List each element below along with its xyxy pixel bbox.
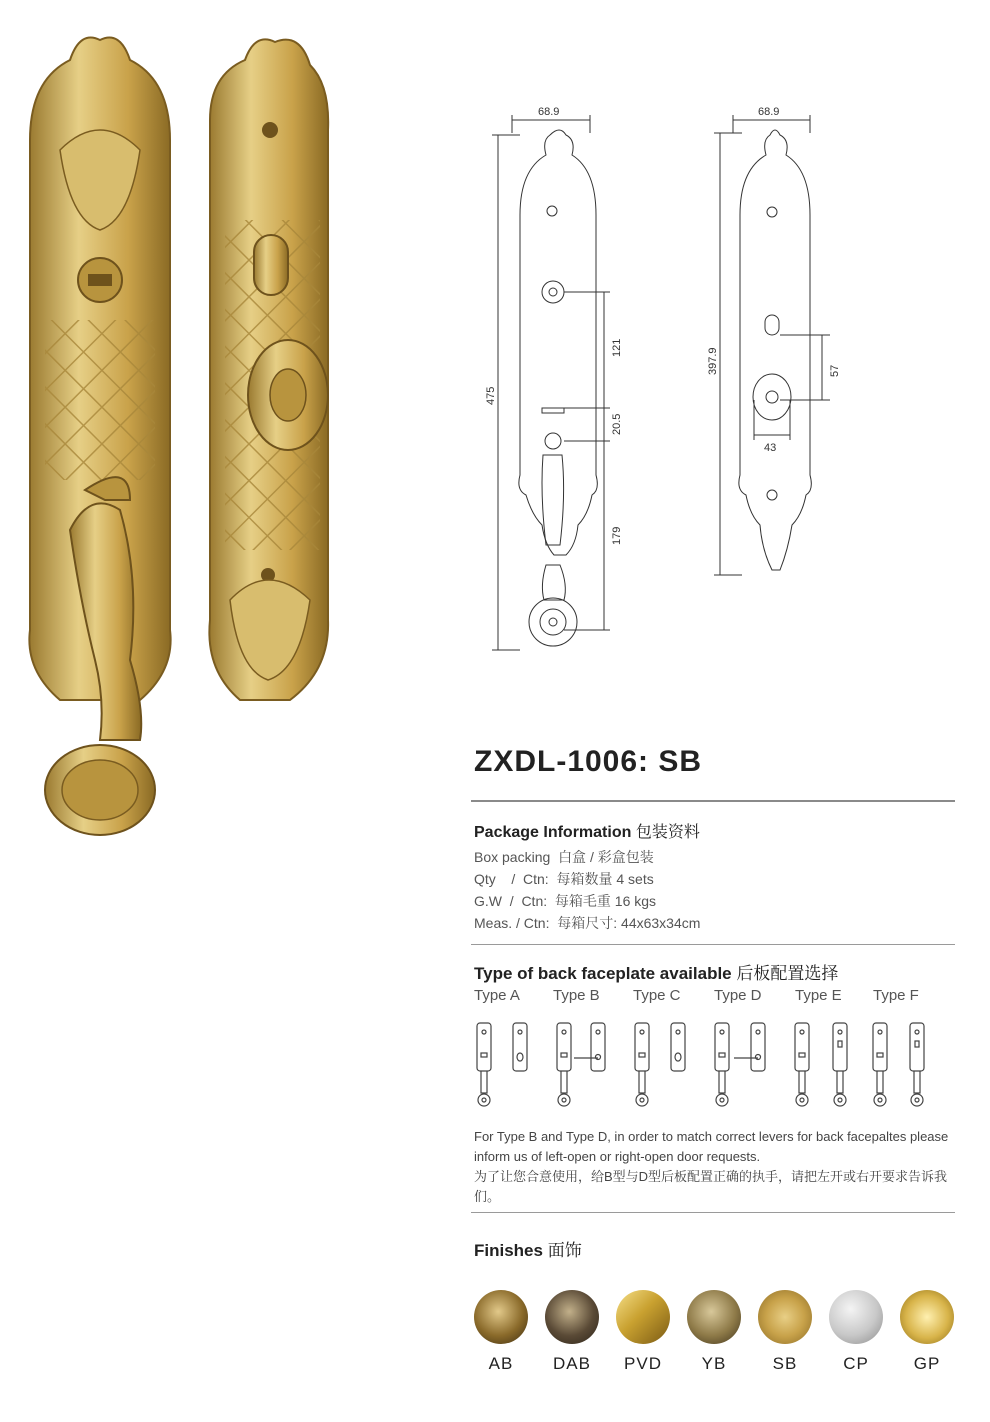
- faceplate-note-cn: 为了让您合意使用，给B型与D型后板配置正确的执手，请把左开或右开要求告诉我们。: [474, 1169, 948, 1204]
- technical-drawing: [480, 95, 860, 665]
- finishes-heading: Finishes 面饰: [474, 1241, 582, 1260]
- product-photo: [10, 20, 350, 840]
- package-row: Box packing 白盒 / 彩盒包装: [474, 849, 654, 865]
- divider: [471, 944, 955, 945]
- divider: [471, 1212, 955, 1213]
- finish-label-ab: AB: [488, 1354, 514, 1373]
- finish-swatch-cp: [829, 1290, 883, 1344]
- faceplate-note: [474, 1127, 954, 1207]
- type-d-label: Type D: [714, 987, 762, 1004]
- back-dimensions: [714, 115, 830, 575]
- front-plate-outline: [519, 130, 597, 646]
- back-height-dim: 397.9: [707, 347, 719, 375]
- type-f-label: Type F: [873, 987, 919, 1004]
- back-plate: [209, 39, 328, 700]
- back-dim-43: 43: [764, 442, 777, 454]
- front-dimensions: [492, 115, 610, 650]
- finish-label-sb: SB: [772, 1354, 798, 1373]
- back-plate-outline: [739, 130, 811, 570]
- package-heading: [474, 819, 700, 842]
- type-c-label: Type C: [633, 987, 681, 1004]
- finish-label-cp: CP: [843, 1354, 869, 1373]
- finish-label-yb: YB: [701, 1354, 727, 1373]
- front-dim-121: 121: [611, 338, 623, 357]
- finish-label-dab: DAB: [553, 1354, 591, 1373]
- finish-swatch-pvd: [616, 1290, 670, 1344]
- front-dim-179: 179: [611, 526, 623, 545]
- back-width-dim: 68.9: [758, 106, 780, 118]
- front-dim-20-5: 20.5: [611, 413, 623, 435]
- faceplate-note-en: For Type B and Type D, in order to match correct levers for back facepaltes please inform us of left-open or right-open door requests.: [474, 1129, 949, 1164]
- front-width-dim: 68.9: [538, 106, 560, 118]
- finish-label-pvd: PVD: [624, 1354, 662, 1373]
- front-height-dim: 475: [485, 386, 497, 405]
- divider: [471, 800, 955, 802]
- package-row: Qty / Ctn: 每箱数量 4 sets: [474, 871, 654, 887]
- package-row: G.W / Ctn: 每箱毛重 16 kgs: [474, 893, 657, 909]
- finish-swatch-gp: [900, 1290, 954, 1344]
- type-b-label: Type B: [553, 987, 600, 1004]
- type-e-label: Type E: [795, 987, 842, 1004]
- finish-label-gp: GP: [913, 1354, 941, 1373]
- finish-swatch-dab: [545, 1290, 599, 1344]
- type-a-label: Type A: [474, 987, 520, 1004]
- faceplate-type-icons: [470, 1017, 940, 1112]
- finish-swatch-ab: [474, 1290, 528, 1344]
- model-title: ZXDL-1006: SB: [474, 745, 703, 778]
- package-heading-cn: 包装资料: [635, 824, 700, 841]
- finish-swatch-yb: [687, 1290, 741, 1344]
- package-heading-en: Package Information: [474, 824, 632, 841]
- back-dim-57: 57: [829, 364, 841, 377]
- package-row: Meas. / Ctn: 每箱尺寸: 44x63x34cm: [474, 915, 701, 931]
- faceplate-heading: Type of back faceplate available 后板配置选择: [474, 964, 839, 983]
- finish-swatch-sb: [758, 1290, 812, 1344]
